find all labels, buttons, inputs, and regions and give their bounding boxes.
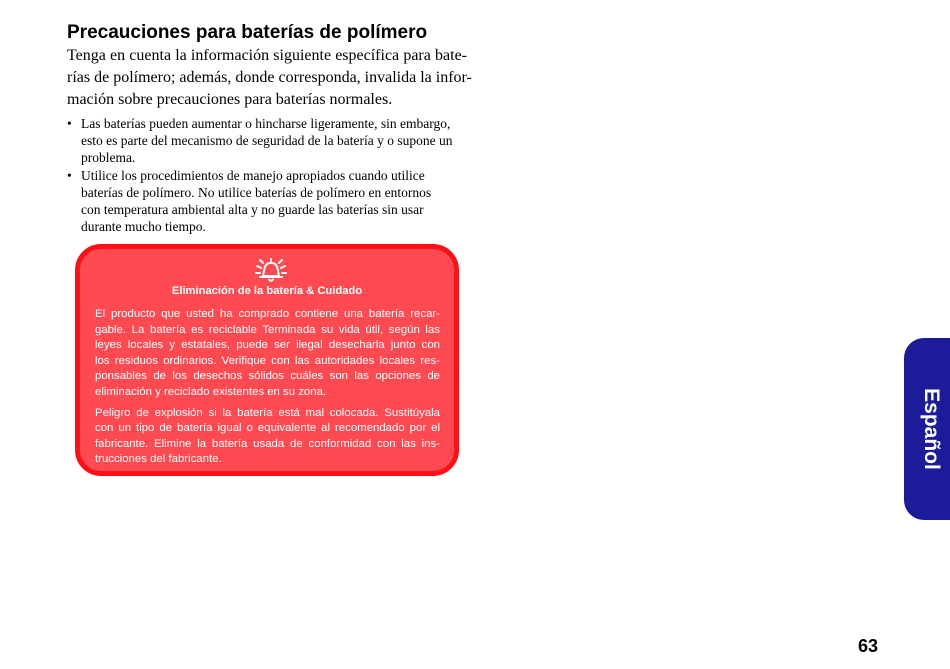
list-item-line: Utilice los procedimientos de manejo apropiados cuando utilice xyxy=(81,167,425,183)
list-item xyxy=(67,167,467,236)
alarm-bell-icon xyxy=(254,257,288,288)
notice-line: leyes locales y estatales, puede ser ilegal desecharla junto con xyxy=(95,339,440,352)
intro-line: rías de polímero; además, donde corresponda, invalida la infor- xyxy=(67,69,472,86)
intro-line: Tenga en cuenta la información siguiente específica para bate- xyxy=(67,47,467,64)
list-item-line: con temperatura ambiental alta y no guarde las baterías sin usar xyxy=(81,202,424,218)
intro-paragraph xyxy=(67,45,472,111)
notice-body xyxy=(95,307,440,473)
notice-line: gable. La batería es reciclable Terminada su vida útil, según las xyxy=(95,323,440,336)
notice-line: trucciones del fabricante. xyxy=(95,453,222,466)
list-item-line: problema. xyxy=(81,150,136,166)
notice-paragraph xyxy=(95,307,440,401)
list-item-line: baterías de polímero. No utilice baterías de polímero en entornos xyxy=(81,184,432,200)
battery-disposal-notice xyxy=(75,244,459,476)
page-number: 63 xyxy=(858,636,879,656)
precautions-list xyxy=(67,115,467,235)
language-tab-label: Español xyxy=(920,388,943,470)
intro-line: mación sobre precauciones para baterías normales. xyxy=(67,91,393,108)
bullet-marker: • xyxy=(67,116,72,131)
notice-line: con un tipo de batería igual o equivalente al recomendado por el xyxy=(95,422,440,435)
notice-line: ponsables de los desechos sólidos cuáles son las opciones de xyxy=(95,370,440,383)
list-item-line: Las baterías pueden aumentar o hincharse ligeramente, sin embargo, xyxy=(81,116,451,131)
notice-line: El producto que usted ha comprado contiene una batería recar- xyxy=(95,308,440,320)
bullet-marker: • xyxy=(67,167,72,183)
notice-line: fabricante. Elimine la batería usada de conformidad con las ins- xyxy=(95,437,440,450)
notice-title: Eliminación de la batería & Cuidado xyxy=(171,285,363,297)
notice-line: Peligro de explosión si la batería está mal colocada. Sustitúyala xyxy=(95,406,440,419)
section-heading: Precauciones para baterías de polímero xyxy=(67,22,428,43)
notice-line: eliminación y reciclado existentes en su zona. xyxy=(95,385,327,398)
notice-paragraph xyxy=(95,406,440,468)
notice-line: los residuos ordinarios. Verifique con las autoridades locales res- xyxy=(95,354,440,367)
list-item-line: esto es parte del mecanismo de seguridad de la batería y o supone un xyxy=(81,133,453,149)
list-item xyxy=(67,115,467,167)
list-item-line: durante mucho tiempo. xyxy=(81,219,206,235)
